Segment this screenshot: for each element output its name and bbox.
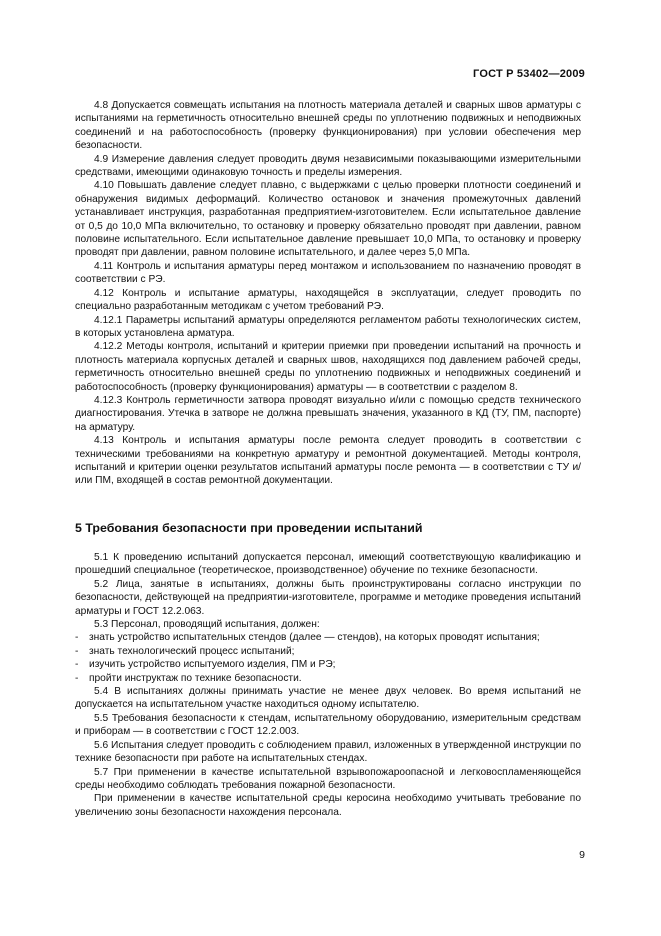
list-item (75, 631, 581, 644)
list-item (75, 672, 581, 685)
paragraph-4-12-1: 4.12.1 Параметры испытаний арматуры определяются регламентом работы технологических систем, в которых установлена арматура. (75, 314, 581, 339)
document-code: ГОСТ Р 53402—2009 (473, 68, 585, 80)
list-marker: - (75, 645, 79, 657)
list-marker: - (75, 632, 79, 644)
paragraph-4-12: 4.12 Контроль и испытание арматуры, находящейся в эксплуатации, следует проводить по специально разработанным методикам с учетом требований РЭ. (75, 287, 581, 313)
paragraph-4-13: 4.13 Контроль и испытания арматуры после ремонта следует проводить в соответствии с техническими требованиями на конкретную арматуру и ремонтной документацией. Методы контроля, испытаний и критерии оценки результатов испытаний арматуры после ремонта — в соответствии с ТУ и/или ПМ, входящей в состав ремонтной документации. (75, 435, 581, 487)
paragraph-4-9: 4.9 Измерение давления следует проводить двумя независимыми показывающими измерительными средствами, имеющими одинаковую точность и пределы измерения. (75, 153, 581, 179)
paragraph-5-1: 5.1 К проведению испытаний допускается персонал, имеющий соответствующую квалификацию и прошедший специальное (теоретическое, производственное) обучение по технике безопасности. (75, 552, 581, 577)
paragraph-5-7-note: При применении в качестве испытательной среды керосина необходимо учитывать требование по увеличению зоны безопасности нахождения персонала. (75, 793, 581, 818)
list-item-text: пройти инструктаж по технике безопасности. (89, 672, 302, 684)
paragraph-5-2: 5.2 Лица, занятые в испытаниях, должны быть проинструктированы согласно инструкции по безопасности, действующей на предприятии-изготовителе, программе и методике проведения испытаний арматуры и ГОСТ 12.2.063. (75, 578, 581, 617)
paragraph-4-12-3: 4.12.3 Контроль герметичности затвора проводят визуально и/или с помощью средств технического диагностирования. Утечка в затворе не должна превышать значения, указанного в КД (ТУ, ПМ, паспорте) на арматуру. (75, 394, 581, 433)
list-item-text: знать технологический процесс испытаний; (89, 645, 295, 657)
paragraph-4-12-2: 4.12.2 Методы контроля, испытаний и критерии приемки при проведении испытаний на прочность и плотность материала корпусных деталей и сварных швов, находящихся под давлением рабочей среды, герметичность относительно внешней среды по уплотнению подвижных и неподвижных соединений и работоспособность (проверку функционирования) арматуры — в соответствии с разделом 8. (75, 341, 581, 393)
paragraph-5-5: 5.5 Требования безопасности к стендам, испытательному оборудованию, измерительным средствам и приборам — в соответствии с ГОСТ 12.2.003. (75, 712, 581, 738)
paragraph-4-11: 4.11 Контроль и испытания арматуры перед монтажом и использованием по назначению проводят в соответствии с РЭ. (75, 260, 581, 286)
paragraph-4-10: 4.10 Повышать давление следует плавно, с выдержками с целью проверки плотности соединений и обнаружения видимых деформаций. Количество остановок и значения промежуточных давлений устанавливает инструкция, разработанная предприятием-изготовителем. Если испытательное давление от 0,5 до 10,0 МПа включительно, то остановку и проверку обязательно проводят при давлении, равном половине испытательного. Если испытательное давление превышает 10,0 МПа, то остановку и проверку проводят при давлении, равном половине испытательного, и далее через 5,0 МПа. (75, 180, 581, 259)
paragraph-5-6: 5.6 Испытания следует проводить с соблюдением правил, изложенных в утвержденной инструкции по технике безопасности при работе на испытательных стендах. (75, 739, 581, 765)
paragraph-5-4: 5.4 В испытаниях должны принимать участие не менее двух человек. Во время испытаний не допускается на испытательном участке находиться одному испытателю. (75, 686, 581, 711)
paragraph-4-8: 4.8 Допускается совмещать испытания на плотность материала деталей и сварных швов арматуры с испытаниями на герметичность относительно внешней среды по уплотнению подвижных и неподвижных соединений и на работоспособность (проверку функционирования) при условии обеспечения мер безопасности. (75, 100, 581, 152)
list-item-text: знать устройство испытательных стендов (далее — стендов), на которых проводят испытания; (89, 632, 540, 644)
list-marker: - (75, 659, 79, 671)
section-4-continued (75, 99, 581, 488)
page-number: 9 (579, 849, 585, 861)
list-item (75, 658, 581, 671)
list-item-text: изучить устройство испытуемого изделия, ПМ и РЭ; (89, 659, 336, 671)
section-5-body (75, 551, 581, 819)
paragraph-5-7: 5.7 При применении в качестве испытательной взрывопожароопасной и легковоспламеняющейся среды необходимо соблюдать требования пожарной безопасности. (75, 766, 581, 791)
paragraph-5-3: 5.3 Персонал, проводящий испытания, должен: (94, 619, 320, 631)
list-item (75, 645, 581, 658)
section-5-heading: 5 Требования безопасности при проведении испытаний (75, 521, 423, 535)
list-marker: - (75, 672, 79, 684)
